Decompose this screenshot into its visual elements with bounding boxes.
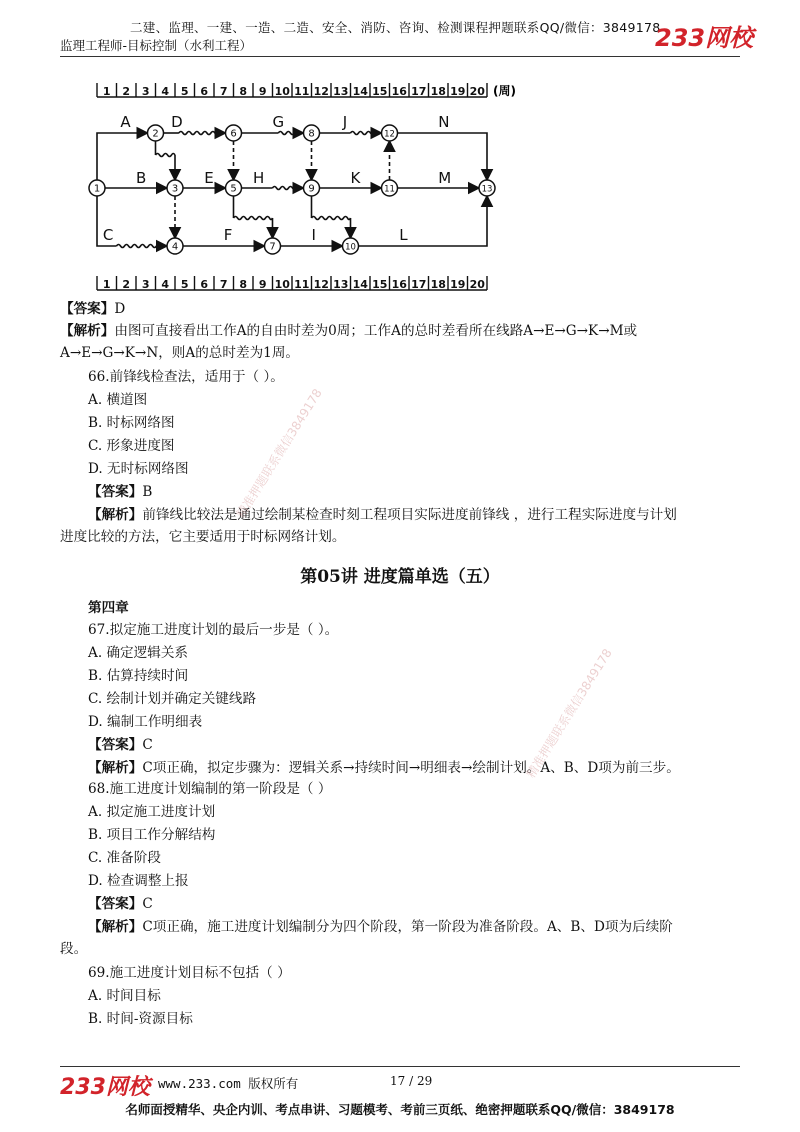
activity-label: J <box>342 113 348 131</box>
q66-option-c: C. 形象进度图 <box>88 438 175 454</box>
scale-label: 14 <box>352 278 368 291</box>
node-number: 2 <box>152 128 159 140</box>
activity-label: E <box>204 169 214 187</box>
q66-stem: 66.前锋线检查法，适用于（ ）。 <box>88 369 284 385</box>
activity-label: A <box>120 113 131 131</box>
scale-bottom <box>97 276 487 291</box>
footer-logo: 233网校 <box>60 1075 150 1100</box>
header-top-text: 二建、监理、一建、一造、二造、安全、消防、咨询、检测课程押题联系QQ/微信：3849178 <box>130 20 661 35</box>
node-number: 8 <box>308 128 315 140</box>
q69-option-a: A. 时间目标 <box>88 988 161 1004</box>
q69-option-b: B. 时间-资源目标 <box>88 1011 193 1027</box>
activity-label: G <box>272 113 285 131</box>
q66-option-d: D. 无时标网络图 <box>88 461 189 477</box>
nodes <box>89 125 495 254</box>
q67-stem: 67.拟定施工进度计划的最后一步是（ ）。 <box>88 622 339 638</box>
q68-stem: 68.施工进度计划编制的第一阶段是（ ） <box>88 781 332 797</box>
scale-label: 18 <box>430 278 446 291</box>
scale-label: 11 <box>294 278 310 291</box>
scale-label: 15 <box>372 85 388 98</box>
page-number: 17 / 29 <box>390 1074 433 1088</box>
scale-top <box>97 83 516 98</box>
scale-label: 20 <box>469 85 485 98</box>
q68-option-a: A. 拟定施工进度计划 <box>88 804 216 820</box>
node-number: 1 <box>93 183 101 195</box>
scale-label: 16 <box>391 85 407 98</box>
node-number: 5 <box>230 183 237 195</box>
q69-stem: 69.施工进度计划目标不包括（ ） <box>88 965 291 981</box>
scale-label: 15 <box>372 278 388 291</box>
watermark: 精准押题联系微信3849178 <box>523 646 615 781</box>
q66-option-b: B. 时标网络图 <box>88 415 175 431</box>
node-number: 11 <box>384 184 395 195</box>
scale-label: 11 <box>294 85 310 98</box>
node-number: 13 <box>481 184 493 195</box>
q66-analysis-2: 进度比较的方法，它主要适用于时标网络计划。 <box>60 529 346 545</box>
q65-analysis-2: A→E→G→K→N，则A的总时差为1周。 <box>60 345 300 361</box>
q68-answer: 【答案】C <box>88 896 153 912</box>
scale-label: 7 <box>219 85 228 98</box>
header-logo: 233网校 <box>655 24 754 52</box>
q68-option-d: D. 检查调整上报 <box>88 873 189 889</box>
scale-label: 2 <box>122 85 131 98</box>
q66-analysis-1: 【解析】前锋线比较法是通过绘制某检查时刻工程项目实际进度前锋线 ，进行工程实际进度与计划 <box>88 507 677 523</box>
q66-option-a: A. 横道图 <box>88 392 148 408</box>
time-scaled-network-diagram <box>80 80 540 295</box>
scale-label: 10 <box>274 85 290 98</box>
watermark: 精准押题联系微信3849178 <box>233 386 325 521</box>
scale-label: 3 <box>141 85 150 98</box>
free-float-wave <box>273 187 301 190</box>
lecture-title: 第05讲 进度篇单选（五） <box>300 567 500 587</box>
node-number: 4 <box>171 241 179 253</box>
activity-label: M <box>438 169 452 187</box>
scale-label: 8 <box>239 278 248 291</box>
scale-label: 1 <box>102 278 111 291</box>
scale-label: 5 <box>180 85 189 98</box>
chapter-heading: 第四章 <box>88 600 129 616</box>
scale-label: 12 <box>313 85 329 98</box>
q68-option-b: B. 项目工作分解结构 <box>88 827 216 843</box>
node-number: 7 <box>269 241 276 253</box>
free-float-wave <box>117 245 165 248</box>
scale-label: 5 <box>180 278 189 291</box>
q67-analysis: 【解析】C项正确，拟定步骤为：逻辑关系→持续时间→明细表→绘制计划。A、B、D项为前三步。 <box>88 760 680 776</box>
activity-label: C <box>102 226 114 244</box>
scale-label: 10 <box>274 278 290 291</box>
footer-bottom-text: 名师面授精华、央企内训、考点串讲、习题模考、考前三页纸、绝密押题联系QQ/微信：3849178 <box>125 1102 675 1117</box>
scale-label: 4 <box>161 278 170 291</box>
activity-label: F <box>223 226 233 244</box>
activity-arrow <box>359 196 488 246</box>
scale-label: 13 <box>333 85 349 98</box>
scale-label: 13 <box>333 278 349 291</box>
scale-label: 8 <box>239 85 248 98</box>
free-float-wave <box>312 217 351 220</box>
scale-label: 3 <box>141 278 150 291</box>
scale-label: 7 <box>219 278 228 291</box>
scale-label: 20 <box>469 278 485 291</box>
node-number: 3 <box>171 183 179 195</box>
scale-label: 9 <box>258 85 267 98</box>
q65-analysis-1: 【解析】由图可直接看出工作A的自由时差为0周；工作A的总时差看所在线路A→E→G→K→M或 <box>60 323 638 339</box>
q68-analysis-1: 【解析】C项正确，施工进度计划编制分为四个阶段，第一阶段为准备阶段。A、B、D项为后续阶 <box>88 919 673 935</box>
q67-option-c: C. 绘制计划并确定关键线路 <box>88 691 257 707</box>
header-rule <box>60 56 740 57</box>
node-number: 12 <box>384 129 395 140</box>
scale-label: 12 <box>313 278 329 291</box>
node-number: 6 <box>230 128 237 140</box>
free-float-wave <box>278 132 300 135</box>
q67-option-a: A. 确定逻辑关系 <box>88 645 189 661</box>
scale-label: 17 <box>411 85 427 98</box>
q67-answer: 【答案】C <box>88 737 153 753</box>
scale-label: 1 <box>102 85 111 98</box>
header-subtitle: 监理工程师-目标控制（水利工程） <box>60 38 253 53</box>
node-number: 10 <box>345 242 356 253</box>
free-float-wave <box>234 217 273 220</box>
q67-option-d: D. 编制工作明细表 <box>88 714 203 730</box>
scale-label: 14 <box>352 85 368 98</box>
scale-label: 6 <box>200 85 209 98</box>
free-float-wave <box>156 154 176 157</box>
scale-label: 17 <box>411 278 427 291</box>
q67-option-b: B. 估算持续时间 <box>88 668 189 684</box>
free-float-wave <box>351 132 379 135</box>
node-number: 9 <box>308 183 315 195</box>
activity-label: N <box>438 113 450 131</box>
footer-site: www.233.com 版权所有 <box>158 1076 299 1091</box>
activity-label: I <box>311 226 316 244</box>
scale-label: 19 <box>450 85 466 98</box>
scale-label: 4 <box>161 85 170 98</box>
scale-label: 6 <box>200 278 209 291</box>
scale-unit: (周) <box>493 84 516 98</box>
activity-label: L <box>399 226 408 244</box>
q66-answer: 【答案】B <box>88 484 153 500</box>
scale-label: 2 <box>122 278 131 291</box>
scale-label: 19 <box>450 278 466 291</box>
activity-label: D <box>171 113 183 131</box>
activity-label: H <box>253 169 265 187</box>
q68-analysis-2: 段。 <box>60 941 88 957</box>
activity-label: B <box>136 169 147 187</box>
q68-option-c: C. 准备阶段 <box>88 850 161 866</box>
scale-label: 9 <box>258 278 267 291</box>
scale-label: 16 <box>391 278 407 291</box>
footer-rule <box>60 1066 740 1067</box>
scale-label: 18 <box>430 85 446 98</box>
free-float-wave <box>179 132 223 135</box>
arrows <box>97 129 487 248</box>
q65-answer: 【答案】D <box>60 301 126 317</box>
activity-label: K <box>350 169 361 187</box>
